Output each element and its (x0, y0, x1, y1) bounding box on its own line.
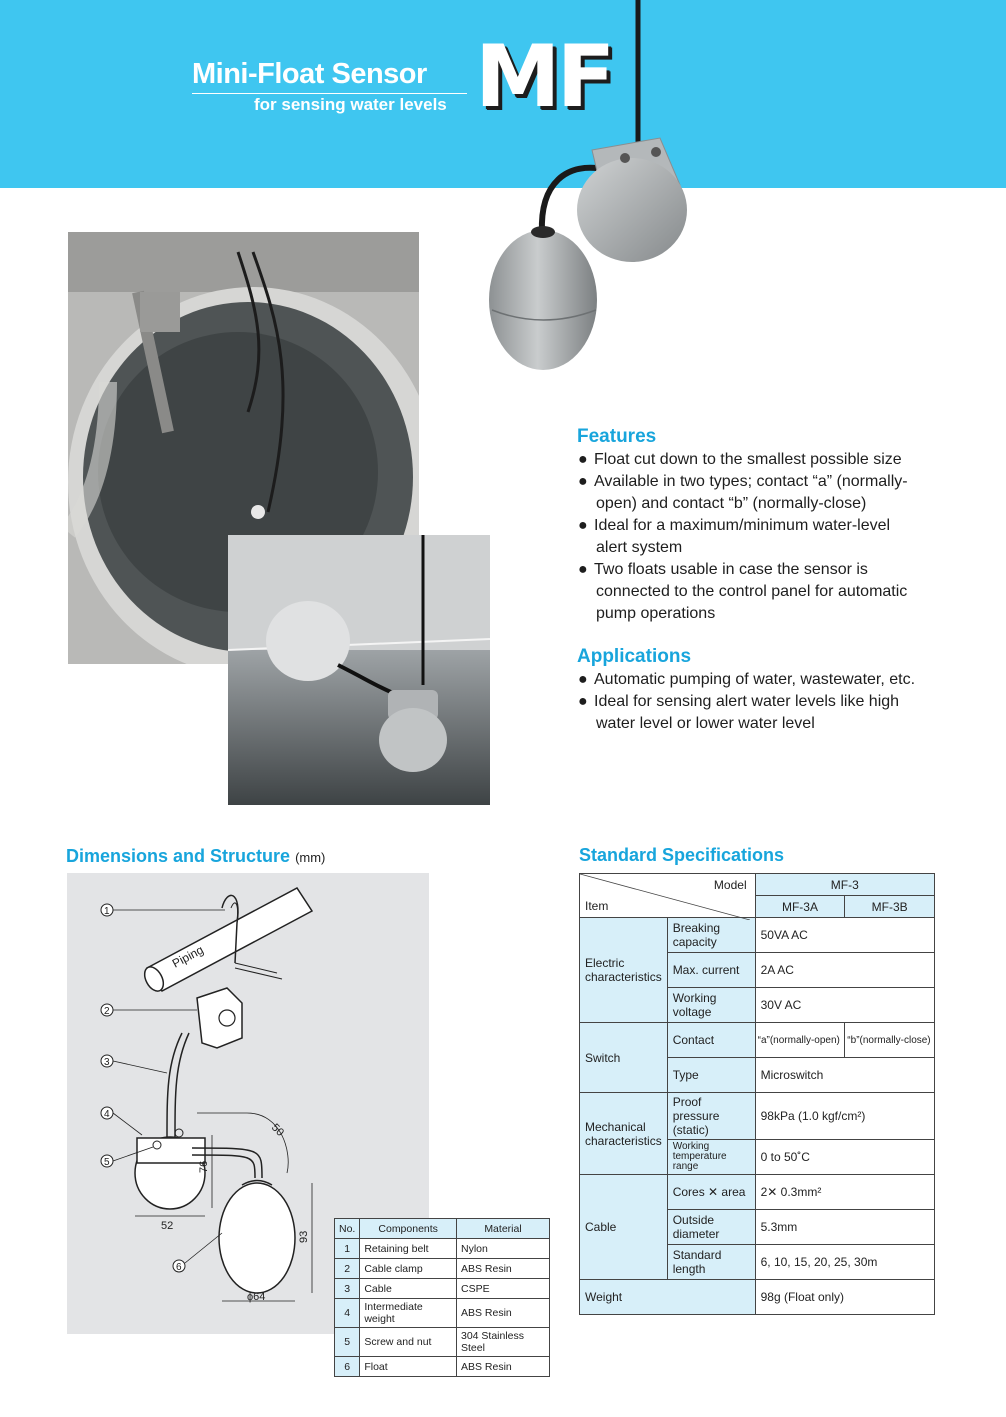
table-cell: Intermediate weight (360, 1299, 457, 1328)
item-value: 50VA AC (755, 918, 934, 953)
list-item-continuation: alert system (596, 539, 683, 556)
table-row (335, 1239, 550, 1259)
corner-model-label: Model (713, 878, 747, 892)
model-logo: MF (475, 27, 612, 127)
callout-number: 6 (176, 1262, 182, 1273)
callout-number: 5 (104, 1157, 110, 1168)
list-item: ● Float cut down to the smallest possible size (578, 451, 902, 468)
callout-number: 2 (104, 1006, 110, 1017)
table-cell: ABS Resin (456, 1299, 549, 1328)
table-cell: Screw and nut (360, 1328, 457, 1357)
table-header: Material (456, 1219, 549, 1239)
list-item: ● Ideal for sensing alert water levels like high (578, 693, 900, 710)
item-label: Type (667, 1058, 755, 1093)
corner-item-label: Item (585, 899, 609, 913)
dim-label: 93 (298, 1230, 310, 1243)
item-value: 5.3mm (755, 1210, 934, 1245)
model-a: MF-3A (755, 896, 845, 918)
table-cell: 5 (335, 1328, 360, 1357)
list-item: ● Automatic pumping of water, wastewater, etc. (578, 671, 916, 688)
item-value: “b”(normally-close) (845, 1023, 935, 1058)
callout-number: 3 (104, 1057, 110, 1068)
group-label: Mechanical characteristics (580, 1093, 668, 1175)
specs-heading: Standard Specifications (579, 845, 785, 865)
dim-label: 76 (198, 1160, 210, 1173)
table-cell: CSPE (456, 1279, 549, 1299)
table-cell: 4 (335, 1299, 360, 1328)
list-item-continuation: connected to the control panel for automatic (596, 583, 908, 600)
table-row (335, 1259, 550, 1279)
table-header: No. (335, 1219, 360, 1239)
table-cell: Cable clamp (360, 1259, 457, 1279)
group-label: Switch (580, 1023, 668, 1093)
application-list (578, 669, 958, 735)
item-value: 30V AC (755, 988, 934, 1023)
item-label: Outside diameter (667, 1210, 755, 1245)
table-row (335, 1357, 550, 1377)
group-label: Cable (580, 1175, 668, 1280)
callout-number: 4 (104, 1109, 110, 1120)
list-item: ● Ideal for a maximum/minimum water-level (578, 517, 891, 534)
dimensions-unit: (mm) (295, 850, 326, 865)
item-value: 98g (Float only) (755, 1280, 934, 1315)
list-item: ● Available in two types; contact “a” (normally- (578, 473, 908, 490)
group-label: Electric characteristics (580, 918, 668, 1023)
table-row (335, 1299, 550, 1328)
list-item-continuation: water level or lower water level (596, 715, 815, 732)
item-label: Breaking capacity (667, 918, 755, 953)
item-label: Working voltage (667, 988, 755, 1023)
item-value: “a”(normally-open) (755, 1023, 845, 1058)
table-header: Components (360, 1219, 457, 1239)
table-cell: Float (360, 1357, 457, 1377)
table-cell: Retaining belt (360, 1239, 457, 1259)
item-label: Proof pressure (static) (667, 1093, 755, 1140)
product-photo (480, 0, 700, 380)
item-label: Standard length (667, 1245, 755, 1280)
list-item-continuation: open) and contact “b” (normally-close) (596, 495, 867, 512)
applications-heading: Applications (577, 646, 692, 667)
item-value: 2A AC (755, 953, 934, 988)
item-value: 0 to 50˚C (755, 1140, 934, 1175)
dim-label: 50 (268, 1121, 287, 1139)
table-cell: Cable (360, 1279, 457, 1299)
page-title: Mini-Float Sensor (192, 58, 427, 90)
features-heading: Features (577, 426, 657, 447)
table-cell: 6 (335, 1357, 360, 1377)
table-cell: ABS Resin (456, 1259, 549, 1279)
table-cell: ABS Resin (456, 1357, 549, 1377)
table-row (335, 1279, 550, 1299)
feature-list (578, 449, 958, 625)
piping-label: Piping (169, 942, 206, 971)
group-label: Weight (580, 1280, 756, 1315)
item-label: Cores ✕ area (667, 1175, 755, 1210)
item-label: Working temperature range (667, 1140, 755, 1175)
table-cell: 304 Stainless Steel (456, 1328, 549, 1357)
table-cell: 1 (335, 1239, 360, 1259)
table-cell: Nylon (456, 1239, 549, 1259)
item-label: Max. current (667, 953, 755, 988)
item-value: 98kPa (1.0 kgf/cm²) (755, 1093, 934, 1140)
item-value: 2✕ 0.3mm² (755, 1175, 934, 1210)
corner-cell (580, 874, 756, 918)
title-underline (192, 93, 467, 94)
item-label: Contact (667, 1023, 755, 1058)
components-table (334, 1218, 550, 1377)
page-subtitle: for sensing water levels (254, 95, 447, 114)
dim-label: ϕ64 (247, 1291, 266, 1303)
item-value: 6, 10, 15, 20, 25, 30m (755, 1245, 934, 1280)
list-item-continuation: pump operations (596, 605, 716, 622)
list-item: ● Two floats usable in case the sensor is (578, 561, 868, 578)
callout-number: 1 (104, 906, 110, 917)
dimensions-heading: Dimensions and Structure (mm) (66, 846, 326, 866)
dim-label: 52 (161, 1220, 174, 1232)
specs-table (579, 873, 935, 1315)
float-detail-photo (228, 535, 490, 805)
model-group: MF-3 (755, 874, 934, 896)
table-cell: 2 (335, 1259, 360, 1279)
table-header-row (335, 1219, 550, 1239)
item-value: Microswitch (755, 1058, 934, 1093)
table-cell: 3 (335, 1279, 360, 1299)
model-b: MF-3B (845, 896, 935, 918)
table-row (335, 1328, 550, 1357)
